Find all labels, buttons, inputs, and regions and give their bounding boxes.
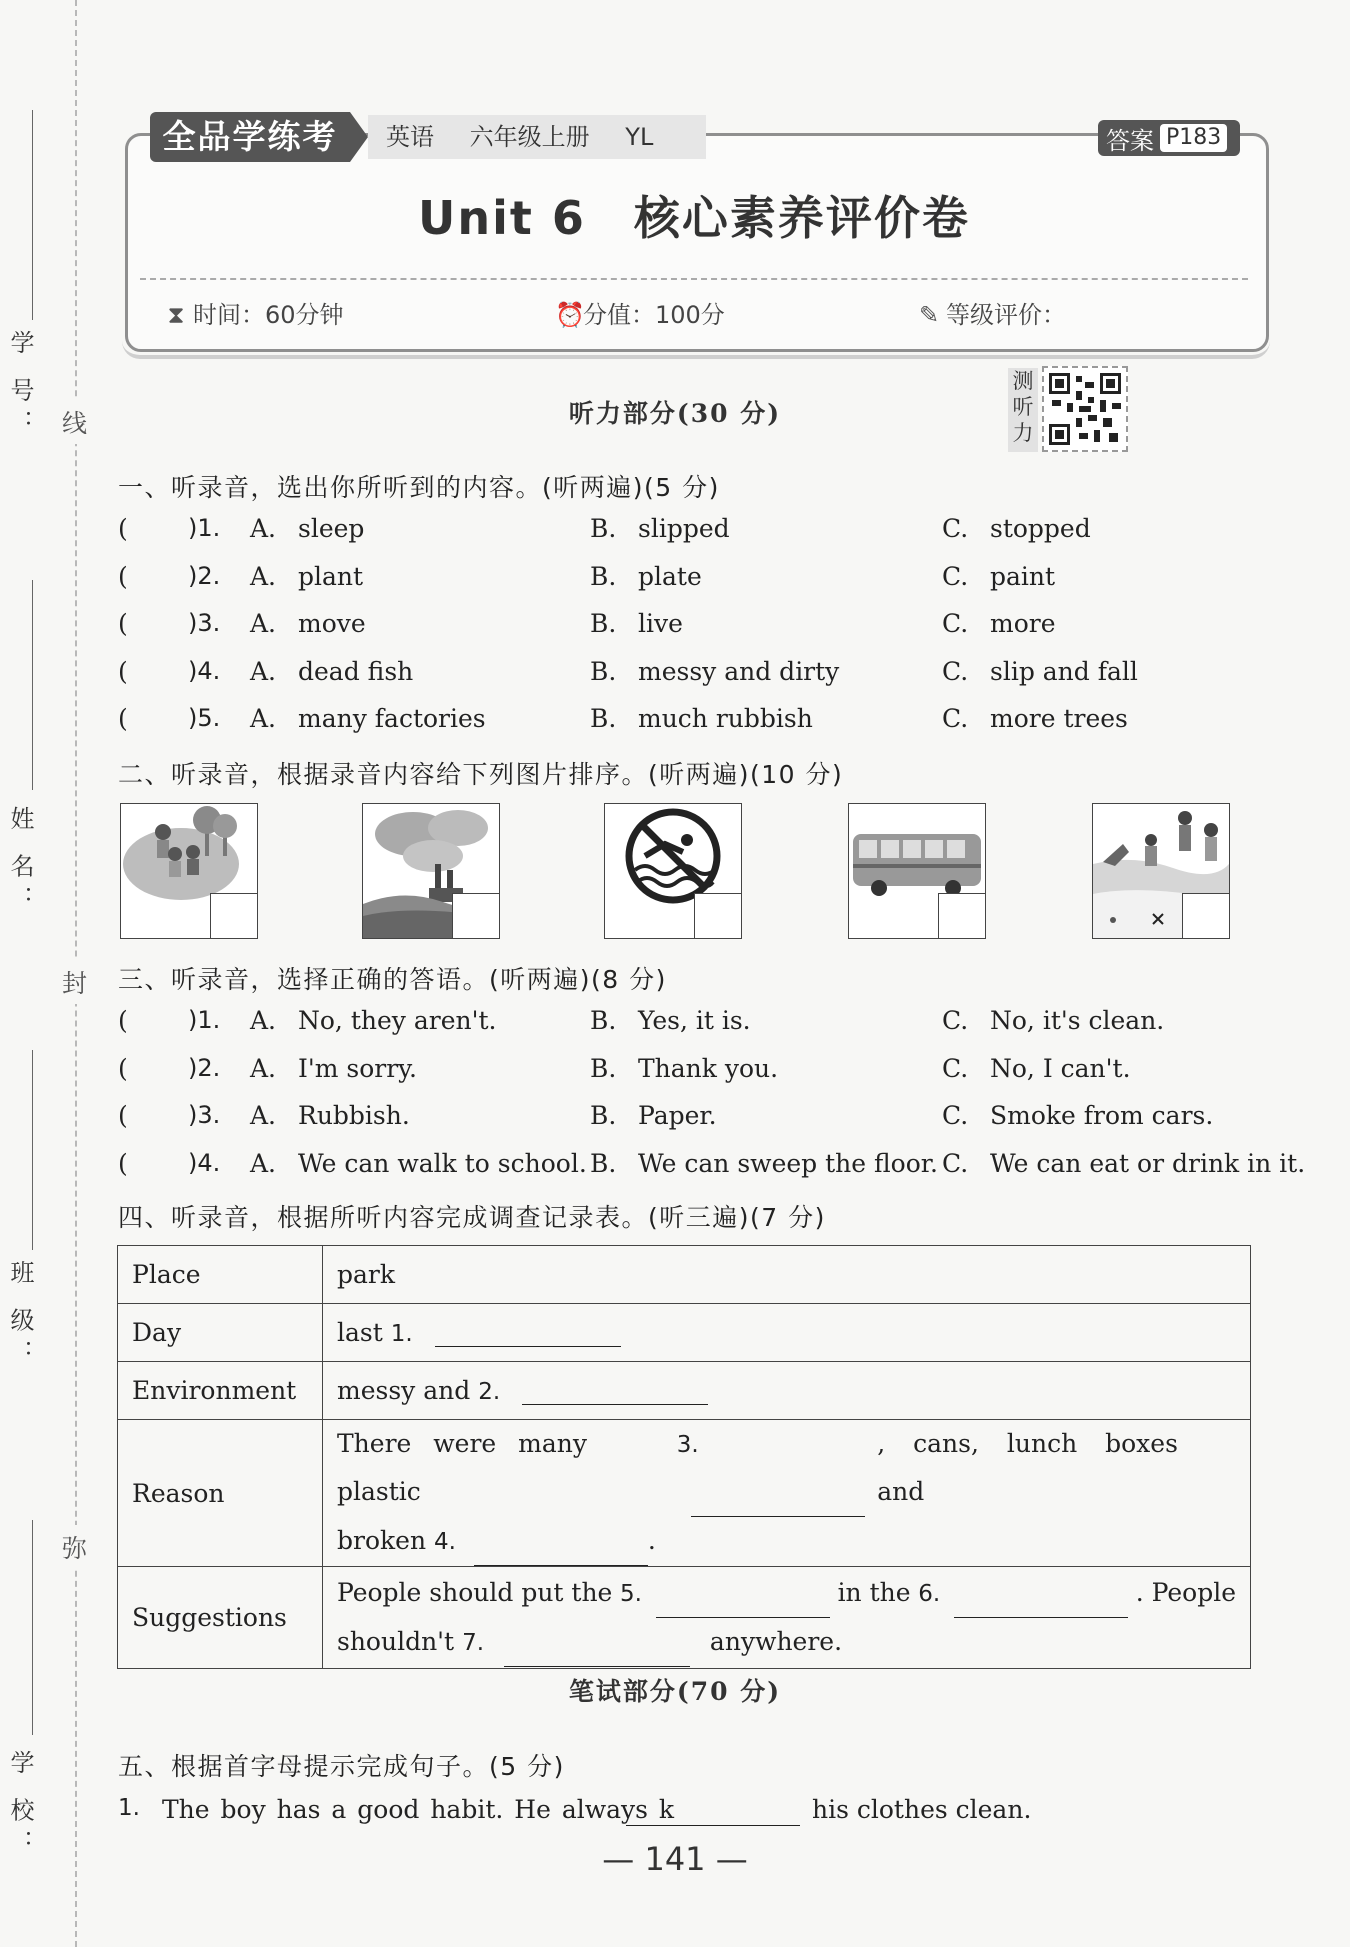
option-c-text[interactable]: paint — [990, 561, 1056, 591]
suggestions-value: People should put the 5. in the 6. . People shouldn't 7. anywhere. — [323, 1567, 1251, 1669]
part1-question-5 — [118, 704, 1278, 740]
name-rule — [32, 580, 33, 790]
blank-1[interactable] — [435, 1322, 621, 1347]
question-number: )3. — [188, 1101, 221, 1129]
option-a-label: A. — [250, 1006, 277, 1035]
option-c-label: C. — [942, 1053, 969, 1083]
part1-question-1 — [118, 514, 1278, 550]
hourglass-icon: ⧗ — [167, 301, 185, 329]
option-a-text[interactable]: sleep — [298, 514, 365, 543]
environment-value: messy and 2. — [323, 1362, 1251, 1420]
option-a-label: A. — [250, 1101, 277, 1130]
writing-section-title: 笔试部分(70 分) — [568, 1677, 782, 1706]
answer-paren[interactable]: ( — [118, 1148, 128, 1178]
part5-question-1: 1. The boy has a good habit. He always k his clothes clean. — [118, 1795, 1032, 1824]
picture-cleaning-riverbank — [1092, 803, 1230, 939]
place-value: park — [323, 1246, 1251, 1304]
option-c-label: C. — [942, 609, 969, 638]
blank-7[interactable] — [504, 1642, 690, 1667]
option-c-text[interactable]: Smoke from cars. — [990, 1101, 1214, 1130]
page-number: — 141 — — [602, 1840, 748, 1878]
blank-6[interactable] — [954, 1593, 1128, 1618]
answer-tag — [1098, 120, 1240, 156]
answer-box[interactable] — [210, 893, 258, 939]
table-row — [118, 1362, 1251, 1420]
pencil-icon: ✎ — [918, 301, 940, 329]
alarm-clock-icon: ⏰ — [555, 301, 585, 329]
question-number: )2. — [188, 1053, 221, 1082]
option-c-label: C. — [942, 514, 969, 543]
option-b-text[interactable]: Paper. — [638, 1101, 717, 1130]
cut-word-line: 线 — [62, 400, 87, 444]
option-b-label: B. — [590, 1101, 617, 1130]
option-b-label: B. — [590, 609, 617, 638]
brand-logo: 全品学练考 — [150, 112, 350, 162]
part1-heading: 一、听录音，选出你所听到的内容。(听两遍)(5 分) — [118, 473, 720, 502]
answer-paren[interactable]: ( — [118, 609, 128, 638]
table-row — [118, 1304, 1251, 1362]
school-label: 学 校： — [6, 1750, 34, 1862]
answer-box[interactable] — [938, 893, 986, 939]
blank-3[interactable] — [691, 1492, 865, 1517]
survey-table — [117, 1245, 1251, 1669]
answer-box[interactable] — [1182, 893, 1230, 939]
option-c-label: C. — [942, 656, 969, 686]
option-a-label: A. — [250, 1148, 277, 1178]
reason-value: There were many plastic 3. , cans, lunch boxes and broken 4. . — [323, 1420, 1251, 1567]
option-b-text[interactable]: live — [638, 609, 683, 638]
cut-word-seal: 封 — [62, 960, 87, 1004]
option-a-text[interactable]: We can walk to school. — [298, 1148, 587, 1178]
option-c-text[interactable]: No, it's clean. — [990, 1006, 1165, 1035]
answer-box[interactable] — [694, 893, 742, 939]
subject-label: 英语 — [386, 123, 434, 151]
class-label: 班 级： — [6, 1260, 34, 1372]
option-b-label: B. — [590, 1148, 617, 1178]
grade-label: 六年级上册 — [469, 123, 590, 151]
option-a-text[interactable]: many factories — [298, 704, 486, 733]
question-number: )4. — [188, 656, 221, 685]
question-number: )1. — [188, 1006, 221, 1034]
option-c-text[interactable]: more trees — [990, 704, 1128, 733]
part5-heading: 五、根据首字母提示完成句子。(5 分) — [118, 1752, 565, 1781]
table-row — [118, 1246, 1251, 1304]
picture-children-in-park — [120, 803, 258, 939]
answer-paren[interactable]: ( — [118, 561, 128, 591]
reason-key: Reason — [118, 1420, 323, 1567]
suggestions-key: Suggestions — [118, 1567, 323, 1669]
option-b-text[interactable]: plate — [638, 561, 702, 591]
table-row — [118, 1567, 1251, 1669]
option-c-text[interactable]: more — [990, 609, 1056, 638]
score-text: 分值：100分 — [583, 301, 725, 329]
option-b-text[interactable]: slipped — [638, 514, 730, 543]
blank-4[interactable] — [474, 1541, 648, 1566]
option-b-label: B. — [590, 1006, 617, 1035]
blank-5[interactable] — [656, 1593, 830, 1618]
option-b-text[interactable]: Yes, it is. — [638, 1006, 751, 1035]
answer-paren[interactable]: ( — [118, 514, 128, 543]
option-a-text[interactable]: I'm sorry. — [298, 1053, 417, 1083]
table-row — [118, 1420, 1251, 1567]
answer-page: P183 — [1160, 124, 1227, 152]
answer-paren[interactable]: ( — [118, 656, 128, 686]
edition-label: YL — [625, 123, 654, 151]
header-divider — [140, 278, 1248, 280]
answer-paren[interactable]: ( — [118, 1101, 128, 1130]
picture-bus — [848, 803, 986, 939]
option-a-label: A. — [250, 561, 277, 591]
blank-2[interactable] — [522, 1380, 708, 1405]
class-rule — [32, 1050, 33, 1250]
option-c-text[interactable]: No, I can't. — [990, 1053, 1131, 1083]
cut-word-close: 弥 — [62, 1525, 87, 1569]
option-c-text[interactable]: We can eat or drink in it. — [990, 1148, 1306, 1178]
option-c-label: C. — [942, 1006, 969, 1035]
picture-no-swimming-sign — [604, 803, 742, 939]
part1-question-2 — [118, 562, 1278, 598]
time-text: 时间：60分钟 — [193, 301, 344, 329]
blank-k[interactable] — [626, 1795, 800, 1826]
student-id-rule — [32, 110, 33, 320]
picture-factory-smoke — [362, 803, 500, 939]
brand-arrow — [350, 112, 368, 162]
option-a-label: A. — [250, 1053, 277, 1083]
answer-label: 答案 — [1106, 126, 1154, 155]
option-a-label: A. — [250, 656, 277, 686]
part3-heading: 三、听录音，选择正确的答语。(听两遍)(8 分) — [118, 965, 667, 994]
option-b-text[interactable]: much rubbish — [638, 704, 813, 733]
time-info — [165, 295, 344, 330]
option-b-text[interactable]: messy and dirty — [638, 656, 840, 686]
option-a-text[interactable]: dead fish — [298, 656, 414, 686]
place-key: Place — [118, 1246, 323, 1304]
option-b-label: B. — [590, 656, 617, 686]
option-c-label: C. — [942, 704, 969, 733]
answer-box[interactable] — [452, 893, 500, 939]
option-b-label: B. — [590, 1053, 617, 1083]
qr-code-icon[interactable] — [1042, 366, 1128, 452]
score-info — [555, 295, 725, 330]
part3-question-2 — [118, 1054, 1278, 1090]
option-c-label: C. — [942, 1148, 969, 1178]
subject-bar — [368, 115, 706, 159]
day-key: Day — [118, 1304, 323, 1362]
qr-block[interactable] — [1008, 366, 1128, 454]
answer-paren[interactable]: ( — [118, 1053, 128, 1083]
option-c-text[interactable]: slip and fall — [990, 656, 1138, 686]
option-b-label: B. — [590, 514, 617, 543]
part1-question-4 — [118, 657, 1278, 693]
option-b-label: B. — [590, 561, 617, 591]
option-a-text[interactable]: Rubbish. — [298, 1101, 410, 1130]
page-title: Unit 6 核心素养评价卷 — [418, 191, 970, 245]
question-number: )5. — [188, 704, 221, 732]
student-id-label: 学 号： — [6, 330, 34, 442]
option-c-label: C. — [942, 561, 969, 591]
option-a-text[interactable]: No, they aren't. — [298, 1006, 497, 1035]
answer-paren[interactable]: ( — [118, 1006, 128, 1035]
part1-question-3 — [118, 609, 1278, 645]
part3-question-4 — [118, 1148, 1306, 1185]
listening-section-title: 听力部分(30 分) — [568, 399, 782, 428]
question-number: )2. — [188, 561, 221, 590]
name-label: 姓 名： — [6, 806, 34, 918]
part3-question-1 — [118, 1006, 1278, 1042]
option-a-label: A. — [250, 514, 277, 543]
option-b-text[interactable]: Thank you. — [638, 1053, 779, 1083]
part2-heading: 二、听录音，根据录音内容给下列图片排序。(听两遍)(10 分) — [118, 760, 844, 789]
question-number: )1. — [188, 514, 221, 542]
grade-eval-text: 等级评价： — [946, 301, 1066, 329]
question-number: )3. — [188, 609, 221, 637]
option-b-text[interactable]: We can sweep the floor. — [638, 1148, 938, 1178]
option-a-text[interactable]: move — [298, 609, 366, 638]
question-number: )4. — [188, 1148, 221, 1177]
day-value: last 1. — [323, 1304, 1251, 1362]
option-a-label: A. — [250, 609, 277, 638]
option-a-text[interactable]: plant — [298, 561, 364, 591]
grade-eval-info — [918, 295, 1066, 330]
environment-key: Environment — [118, 1362, 323, 1420]
answer-paren[interactable]: ( — [118, 704, 128, 733]
option-c-label: C. — [942, 1101, 969, 1130]
option-c-text[interactable]: stopped — [990, 514, 1091, 543]
part4-heading: 四、听录音，根据所听内容完成调查记录表。(听三遍)(7 分) — [118, 1203, 826, 1232]
part3-question-3 — [118, 1101, 1278, 1137]
qr-label: 测 听 力 — [1008, 368, 1038, 452]
option-b-label: B. — [590, 704, 617, 733]
option-a-label: A. — [250, 704, 277, 733]
